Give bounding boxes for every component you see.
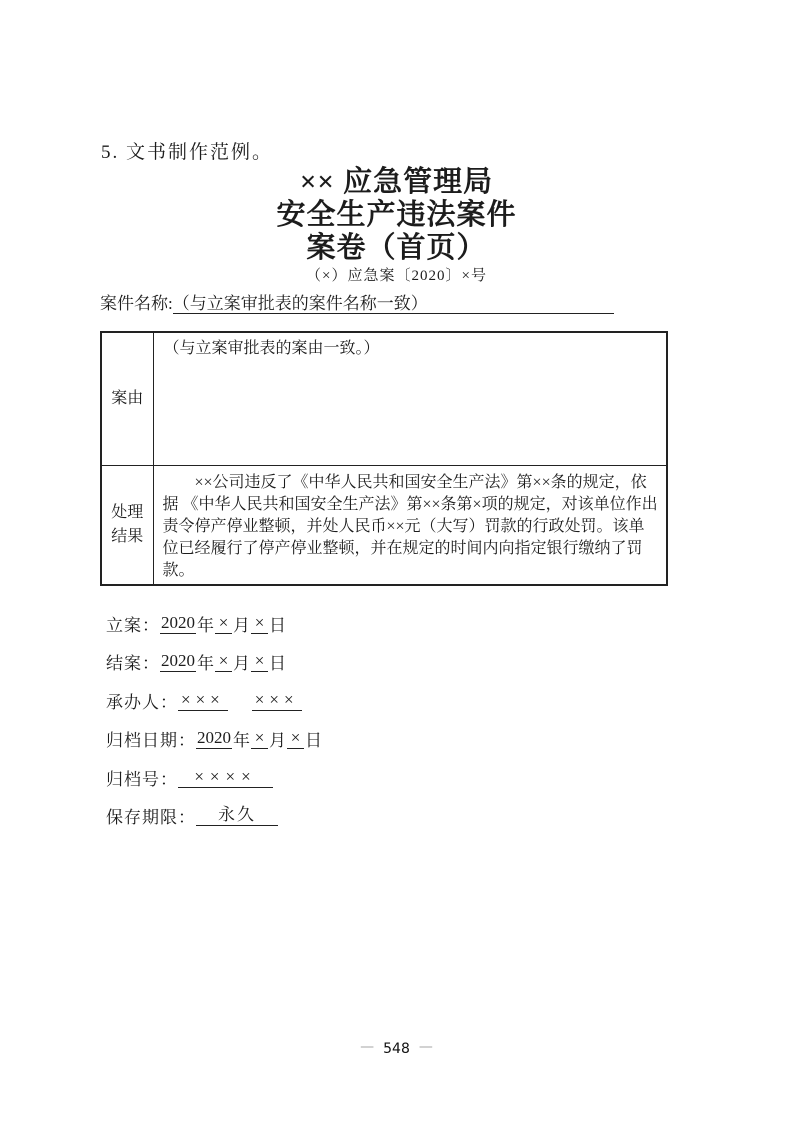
underline-month: ×	[251, 728, 268, 749]
underline-day: ×	[287, 728, 304, 749]
underline-retention: 永久	[196, 805, 278, 826]
underline-year: 2020	[161, 651, 195, 671]
unit-year: 年	[197, 654, 214, 674]
unit-day: 日	[269, 654, 286, 674]
field-filing-date	[106, 604, 323, 643]
unit-year: 年	[233, 731, 250, 751]
unit-month: 月	[269, 731, 286, 751]
title-line-1: ×× 应急管理局	[299, 166, 494, 198]
field-label: 归档日期：	[106, 731, 196, 751]
unit-day: 日	[269, 615, 286, 635]
unit-year: 年	[197, 615, 214, 635]
underline-day: ×	[251, 651, 268, 672]
page-number: 548	[383, 1041, 410, 1057]
section-heading: 5. 文书制作范例。	[101, 142, 274, 163]
field-archive-number	[106, 758, 323, 797]
field-label: 承办人：	[106, 692, 178, 712]
underline-day: ×	[251, 613, 268, 634]
cause-header-cell: 案由	[101, 332, 153, 465]
underline-month: ×	[215, 613, 232, 634]
field-handlers	[106, 681, 323, 720]
footer-dash-right: —	[418, 1039, 433, 1055]
underline-archive-number: ××××	[178, 767, 273, 788]
case-name-line	[100, 289, 614, 314]
footer-dash-left: —	[360, 1039, 375, 1055]
result-content-cell	[153, 465, 667, 585]
unit-month: 月	[233, 615, 250, 635]
result-paragraph: ××公司违反了《中华人民共和国安全生产法》第××条的规定，依据 《中华人民共和国安全生产法》第××条第×项的规定，对该单位作出责令停产停业整顿，并处人民币××元（大写）罚款的行政处罚。该单位已经履行了停产停业整顿，并在规定的时间内向指定银行缴纳了罚款。	[162, 473, 658, 579]
cause-content-cell: （与立案审批表的案由一致。）	[153, 332, 667, 465]
result-header-cell: 处理结果	[101, 465, 153, 585]
field-archive-date	[106, 720, 323, 759]
field-label: 结案：	[106, 654, 160, 674]
underline-year: 2020	[161, 612, 195, 632]
field-closing-date	[106, 643, 323, 682]
field-label: 归档号：	[106, 769, 178, 789]
page-footer	[0, 1041, 793, 1057]
underline-year: 2020	[197, 728, 231, 748]
table-row-cause	[101, 332, 667, 465]
title-line-3: 案卷（首页）	[306, 232, 487, 264]
underline-handler-1: ×××	[178, 690, 228, 711]
unit-day: 日	[305, 731, 322, 751]
case-summary-table	[100, 331, 668, 586]
document-number: （×）应急案〔2020〕×号	[306, 268, 487, 284]
fill-in-fields	[106, 604, 323, 835]
title-line-2: 安全生产违法案件	[276, 199, 517, 231]
case-name-underline	[173, 294, 614, 314]
underline-month: ×	[215, 651, 232, 672]
case-name-value: （与立案审批表的案件名称一致）	[172, 294, 428, 313]
field-retention-period	[106, 797, 323, 836]
table-row-result	[101, 465, 667, 585]
field-label: 保存期限：	[106, 808, 196, 828]
field-label: 立案：	[106, 615, 160, 635]
underline-handler-2: ×××	[252, 690, 302, 711]
unit-month: 月	[233, 654, 250, 674]
document-title	[0, 166, 793, 286]
case-name-label: 案件名称:	[100, 294, 173, 313]
